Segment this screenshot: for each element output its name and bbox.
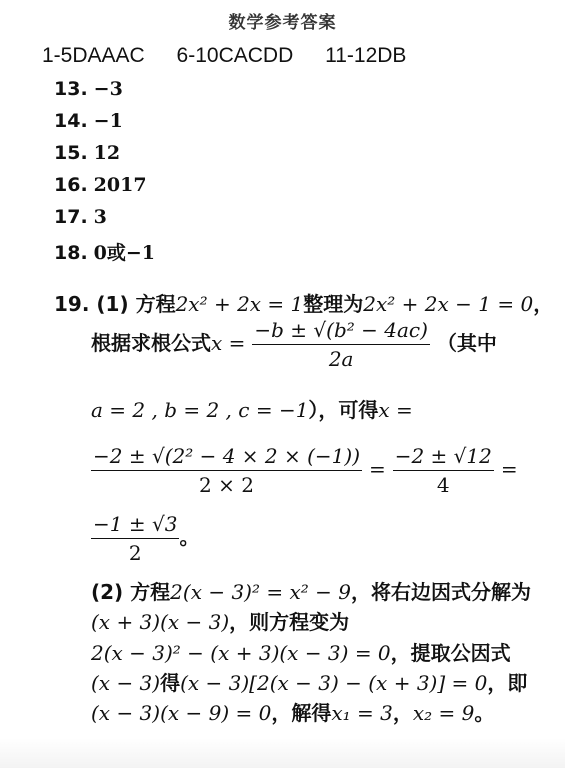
equals-sign-1: = [368,457,386,481]
part2-equation: 2(x − 3)² = x² − 9 [170,580,351,604]
equation-standard: 2x² + 2x − 1 = 0 [363,292,534,316]
answer-value: 0或−1 [93,242,156,264]
final-numerator: −1 ± √3 [91,512,179,539]
simplified-denominator: 4 [436,473,450,497]
final-denominator: 2 [128,541,142,565]
solution-1: x₁ = 3 [331,701,393,725]
q19-text: ，将右边因式分解为 [350,580,531,604]
substituted-fraction [91,444,362,497]
q19-text: ，解得 [271,701,332,725]
q19-text: ， [392,701,413,725]
q19-number: 19. [54,292,90,316]
q19-text: 。 [179,525,200,549]
equation-original: 2x² + 2x = 1 [175,292,304,316]
q19-part1-label: (1) [96,292,129,316]
answer-13 [54,78,123,100]
q19-text: ， [533,292,554,316]
q19-part2-line-1 [91,576,531,605]
q19-text: ，则方程变为 [229,610,350,634]
answer-number: 15. [54,142,88,164]
q19-part2-line-2 [91,606,349,635]
q19-text: 根据求根公式 [91,331,211,355]
equals-sign-2: = [500,457,518,481]
common-factor: (x − 3) [91,671,161,695]
choice-answers-1-5: 1-5DAAAC [42,44,145,67]
answer-18 [54,238,155,265]
answer-value: 12 [93,142,121,164]
q19-text: 方程 [135,292,176,316]
answer-number: 16. [54,174,88,196]
answer-number: 17. [54,206,88,228]
simplified-numerator: −2 ± √12 [393,444,494,471]
q19-text: 方程 [130,580,171,604]
answer-value: −1 [93,110,123,132]
simplified-fraction [393,444,494,497]
page-title: 数学参考答案 [228,13,337,33]
q19-line-2 [91,318,497,371]
answer-14 [54,110,123,132]
answer-number: 13. [54,78,88,100]
q19-text: 。 [474,701,495,725]
q19-line-1 [54,288,553,317]
answer-16 [54,174,147,196]
answer-value: −3 [93,78,123,100]
coefficients: a = 2 , b = 2 , c = −1 [91,398,309,422]
q19-text: 整理为 [303,292,364,316]
q19-text: ，即 [487,671,528,695]
choice-answers-11-12: 11-12DB [325,44,407,67]
choice-answers [42,44,432,68]
q19-text: （其中 [436,331,497,355]
q19-text: 得 [160,671,181,695]
answer-value: 2017 [93,174,147,196]
answer-value: 3 [93,206,107,228]
q19-part2-label: (2) [91,580,124,604]
formula-numerator: −b ± √(b² − 4ac) [252,318,430,345]
x-equals: x = [378,398,413,422]
transformed-equation: 2(x − 3)² − (x + 3)(x − 3) = 0 [91,641,391,665]
solution-2: x₂ = 9 [412,701,475,725]
q19-line-5 [91,512,199,565]
substituted-denominator: 2 × 2 [199,473,254,497]
q19-line-4 [91,444,518,497]
q19-part2-line-3 [91,637,511,666]
simplified-equation: (x − 3)(x − 9) = 0 [91,701,272,725]
answer-15 [54,142,120,164]
q19-text: ），可得 [308,398,379,422]
page-bottom-shade [0,738,565,768]
formula-lhs: x = [211,331,246,355]
factored-equation: (x − 3)[2(x − 3) − (x + 3)] = 0 [180,671,488,695]
q19-part2-line-4 [91,667,527,696]
formula-denominator: 2a [328,347,354,371]
answer-17 [54,206,107,228]
factored-expression: (x + 3)(x − 3) [91,610,230,634]
q19-part2-line-5 [91,697,494,726]
q19-text: ，提取公因式 [390,641,511,665]
final-fraction [91,512,179,565]
q19-line-3 [91,394,413,423]
substituted-numerator: −2 ± √(2² − 4 × 2 × (−1)) [91,444,362,471]
choice-answers-6-10: 6-10CACDD [176,44,294,67]
answer-number: 14. [54,110,88,132]
answer-number: 18. [54,242,88,264]
quadratic-formula [252,318,430,371]
